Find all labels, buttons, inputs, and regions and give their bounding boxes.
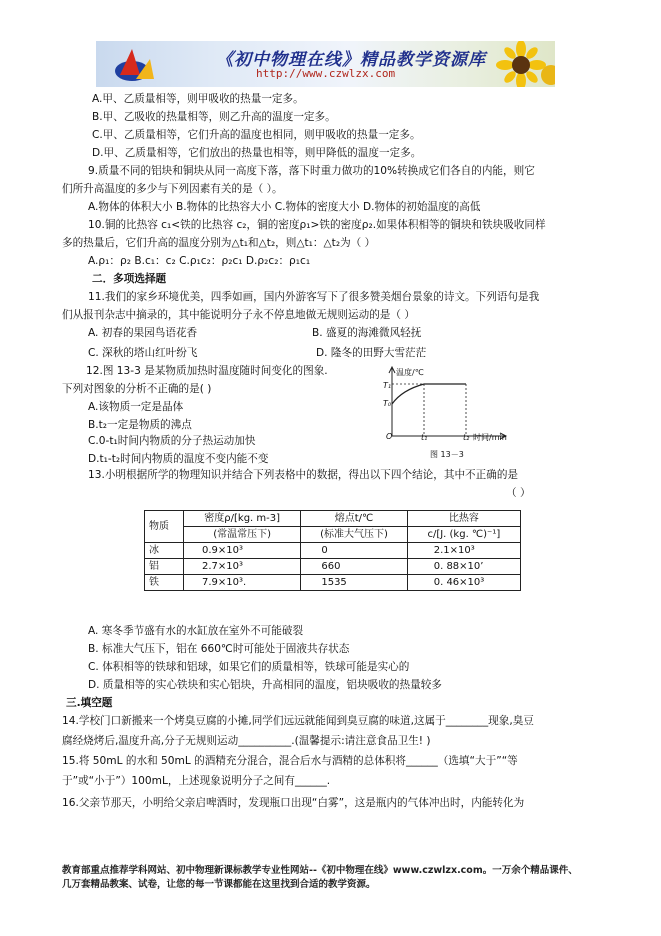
table-header-cell: 密度ρ/[kg. m-3]	[184, 511, 301, 527]
material-properties-table	[144, 510, 521, 591]
table-cell: 0. 46×10³	[407, 575, 520, 591]
q10-stem-line1: 10.铜的比热容 c₁<铁的比热容 c₂，铜的密度ρ₁>铁的密度ρ₂.如果体积相等的铜块和铁块吸收同样	[88, 219, 546, 231]
q12-option-b: B.t₂一定是物质的沸点	[88, 419, 192, 431]
table-header-row	[145, 511, 521, 527]
table-cell: 7.9×10³.	[184, 575, 301, 591]
table-subheader-cell: c/[J. (kg. ℃)⁻¹]	[407, 527, 520, 543]
table-subheader-cell: (常温常压下)	[184, 527, 301, 543]
q14-stem-line1: 14.学校门口新搬来一个烤臭豆腐的小摊,同学们远远就能闻到臭豆腐的味道,这属于________现象,臭豆	[62, 715, 534, 727]
table-row	[145, 559, 521, 575]
q11-option-d: D. 隆冬的田野大雪茫茫	[316, 347, 427, 359]
table-cell: 660	[301, 559, 407, 575]
header-banner	[96, 41, 555, 87]
q12-option-a: A.该物质一定是晶体	[88, 401, 184, 413]
q8-option-b: B.甲、乙吸收的热量相等，则乙升高的温度一定多。	[92, 111, 336, 123]
q13-answer-bracket: （ ）	[506, 487, 531, 499]
table-subheader-cell: (标准大气压下)	[301, 527, 407, 543]
table-header-cell: 比热容	[407, 511, 520, 527]
q8-option-d: D.甲、乙质量相等，它们放出的热量也相等，则甲降低的温度一定多。	[92, 147, 422, 159]
q12-stem-line1: 12.图 13-3 是某物质加热时温度随时间变化的图象.	[86, 365, 328, 377]
q16-stem-line1: 16.父亲节那天，小明给父亲启啤酒时，发现瓶口出现“白雾”，这是瓶内的气体冲出时，内能转化为	[62, 797, 525, 809]
q10-options: A.ρ₁：ρ₂ B.c₁：c₂ C.ρ₁c₂：ρ₂c₁ D.ρ₂c₂：ρ₁c₁	[88, 255, 311, 267]
table-cell: 冰	[145, 543, 184, 559]
table-header-cell: 熔点t/℃	[301, 511, 407, 527]
q14-stem-line2: 腐经烧烤后,温度升高,分子无规则运动__________.(温馨提示:请注意食品卫生! )	[62, 735, 431, 747]
table-cell: 0. 88×10’	[407, 559, 520, 575]
q11-stem-line1: 11.我们的家乡环境优美，四季如画，国内外游客写下了很多赞美烟台景象的诗文。下列语句是我	[88, 291, 540, 303]
table-subheader-row	[145, 527, 521, 543]
q9-options: A.物体的体积大小 B.物体的比热容大小 C.物体的密度大小 D.物体的初始温度的高低	[88, 201, 481, 213]
footer-line2: 几万套精品教案、试卷，让您的每一节课都能在这里找到合适的教学资源。	[62, 879, 376, 890]
graph-x1-label: t₁	[421, 433, 428, 442]
footer-line1: 教育部重点推荐学科网站、初中物理新课标教学专业性网站--《初中物理在线》www.czwlzx.com。一万余个精品课件、	[62, 865, 578, 876]
q13-option-c: C. 体积相等的铁球和铝球，如果它们的质量相等，铁球可能是实心的	[88, 661, 410, 673]
table-header-cell: 物质	[145, 511, 184, 543]
q15-stem-line1: 15.将 50mL 的水和 50mL 的酒精充分混合，混合后水与酒精的总体积将______（选填“大于”“等	[62, 755, 518, 767]
q11-option-c: C. 深秋的塔山红叶纷飞	[88, 347, 198, 359]
graph-origin-label: O	[386, 432, 393, 441]
q11-option-b: B. 盛夏的海滩微风轻抚	[312, 327, 422, 339]
q12-stem-line2: 下列对图象的分析不正确的是( )	[62, 383, 212, 395]
table-row	[145, 543, 521, 559]
graph-t0-label: T₀	[383, 399, 392, 408]
graph-x2-label: t₂	[463, 433, 470, 442]
table-row	[145, 575, 521, 591]
table-cell: 0.9×10³	[184, 543, 301, 559]
q8-option-a: A.甲、乙质量相等，则甲吸收的热量一定多。	[92, 93, 304, 105]
banner-url[interactable]: http://www.czwlzx.com	[256, 67, 396, 80]
q11-option-a: A. 初春的果园鸟语花香	[88, 327, 198, 339]
table-cell: 2.7×10³	[184, 559, 301, 575]
q13-stem-line1: 13.小明根据所学的物理知识并结合下列表格中的数据，得出以下四个结论，其中不正确的是	[88, 469, 519, 481]
q13-option-a: A. 寒冬季节盛有水的水缸放在室外不可能破裂	[88, 625, 304, 637]
q12-option-c: C.0-t₁时间内物质的分子热运动加快	[88, 435, 256, 447]
q13-option-b: B. 标准大气压下，铝在 660℃时可能处于固液共存状态	[88, 643, 350, 655]
banner-title: 《初中物理在线》精品教学资源库	[216, 50, 486, 70]
q9-stem-line2: 们所升高温度的多少与下列因素有关的是（ ）。	[62, 183, 283, 195]
site-logo-icon	[110, 45, 180, 85]
q15-stem-line2: 于”或“小于”）100mL，上述现象说明分子之间有______.	[62, 775, 331, 787]
q9-stem-line1: 9.质量不同的铝块和铜块从同一高度下落，落下时重力做功的10%转换成它们各自的内能，则它	[88, 165, 535, 177]
section-heading-multiple-choice: 二．多项选择题	[92, 273, 167, 285]
q11-stem-line2: 们从报刊杂志中摘录的，其中能说明分子永不停息地做无规则运动的是（ ）	[62, 309, 415, 321]
table-cell: 2.1×10³	[407, 543, 520, 559]
graph-caption: 图 13－3	[430, 450, 464, 459]
table-cell: 铝	[145, 559, 184, 575]
q8-option-c: C.甲、乙质量相等，它们升高的温度也相同，则甲吸收的热量一定多。	[92, 129, 421, 141]
table-cell: 铁	[145, 575, 184, 591]
table-cell: 1535	[301, 575, 407, 591]
q13-option-d: D. 质量相等的实心铁块和实心铝块，升高相同的温度，铝块吸收的热量较多	[88, 679, 442, 691]
sunflower-icon	[491, 41, 555, 87]
table-cell: 0	[301, 543, 407, 559]
graph-x-axis-label: 时间/min	[473, 433, 507, 442]
q10-stem-line2: 多的热量后，它们升高的温度分别为△t₁和△t₂，则△t₁：△t₂为（ ）	[62, 237, 376, 249]
graph-t1-label: T₁	[383, 381, 392, 390]
q12-option-d: D.t₁-t₂时间内物质的温度不变内能不变	[88, 453, 269, 465]
graph-y-axis-label: 温度/℃	[396, 368, 424, 377]
section-heading-fill-in: 三.填空题	[66, 697, 113, 709]
